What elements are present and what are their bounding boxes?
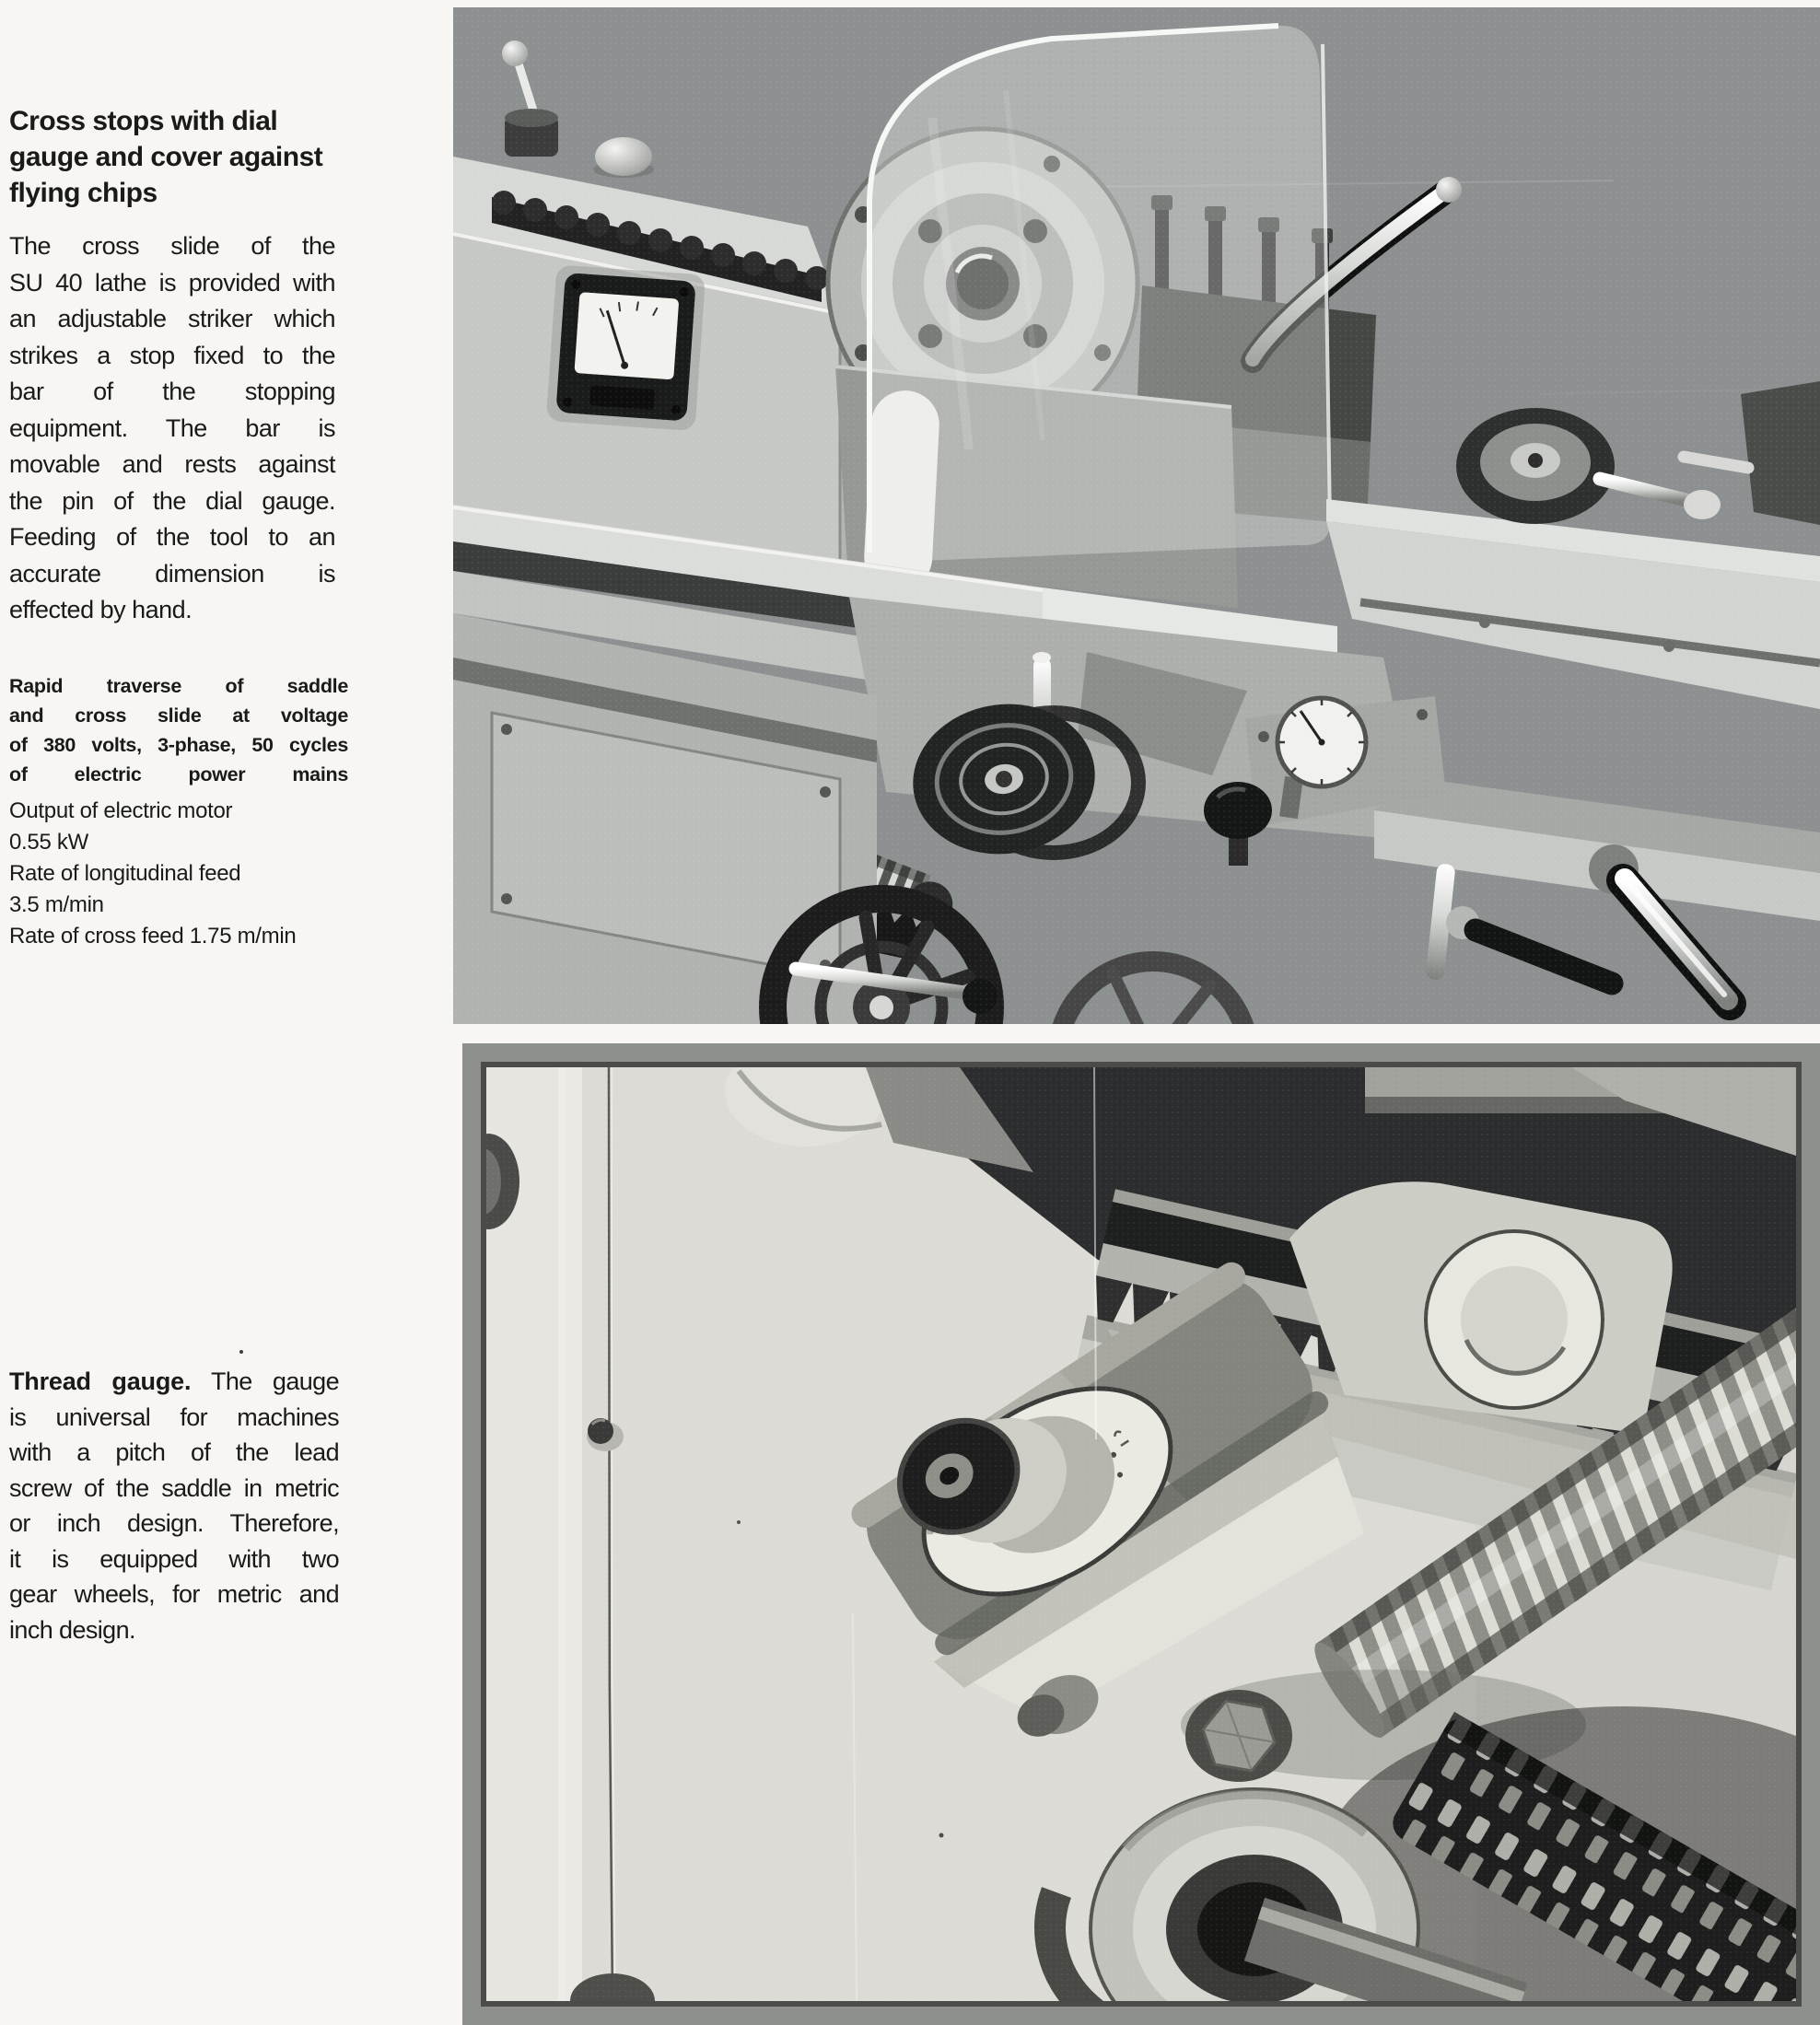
text-line: screw of the saddle in metric <box>9 1473 339 1502</box>
text-line: bar of the stopping <box>9 378 335 405</box>
text-line: is universal for machines <box>9 1402 339 1431</box>
text-line: SU 40 lathe is provided with <box>9 268 335 297</box>
text-line: effected by hand. <box>9 596 192 623</box>
text-line: inch design. <box>9 1615 135 1644</box>
photo-thread-gauge <box>462 1043 1820 2025</box>
text-line: an adjustable striker which <box>9 305 335 332</box>
text-line: it is equipped with two <box>9 1544 339 1573</box>
text-line: The cross slide of the <box>9 232 335 260</box>
text-line: of 380 volts, 3-phase, 50 cycles <box>9 734 348 756</box>
article-heading <box>9 103 337 211</box>
photo-cross-stops <box>453 7 1820 1024</box>
text-line: gauge and cover against <box>9 142 323 172</box>
article-paragraph-cross-stops <box>9 228 335 629</box>
text-line: with a pitch of the lead <box>9 1438 339 1466</box>
text-line: movable and rests against <box>9 450 335 478</box>
thread-gauge-lead-line <box>9 1364 339 1400</box>
spec-list <box>9 796 368 952</box>
halftone-overlay <box>453 7 1820 1024</box>
text-line: the pin of the dial gauge. <box>9 486 335 515</box>
text-line: equipment. The bar is <box>9 413 335 442</box>
text-line: and cross slide at voltage <box>9 704 348 727</box>
halftone-overlay <box>486 1067 1796 2001</box>
text-line: or inch design. Therefore, <box>9 1509 339 1537</box>
article-subheading-rapid-traverse <box>9 671 348 789</box>
text-line: gear wheels, for metric and <box>9 1580 339 1608</box>
thread-gauge-paragraph-rest <box>9 1400 339 1648</box>
text-line: 0.55 kW <box>9 830 88 855</box>
text-line: strikes a stop fixed to the <box>9 341 335 369</box>
text-line: Rapid traverse of saddle <box>9 675 348 697</box>
text-line: of electric power mains <box>9 763 348 786</box>
print-artifact-dot <box>239 1350 243 1354</box>
photo-cross-stops-art <box>453 7 1820 1024</box>
text-line: flying chips <box>9 178 158 208</box>
text-line: Rate of longitudinal feed <box>9 861 241 886</box>
article-paragraph-thread-gauge <box>9 1364 339 1647</box>
text-line: Rate of cross feed 1.75 m/min <box>9 924 297 948</box>
text-line: Feeding of the tool to an <box>9 523 335 551</box>
text-line: Output of electric motor <box>9 798 233 823</box>
text-line: accurate dimension is <box>9 559 335 588</box>
text-line: Cross stops with dial <box>9 106 278 136</box>
thread-gauge-bold-lead: Thread gauge. <box>9 1367 192 1395</box>
text-line: 3.5 m/min <box>9 892 104 917</box>
thread-gauge-lead-rest: The gauge <box>191 1367 339 1395</box>
photo-thread-gauge-art <box>462 1043 1820 2025</box>
